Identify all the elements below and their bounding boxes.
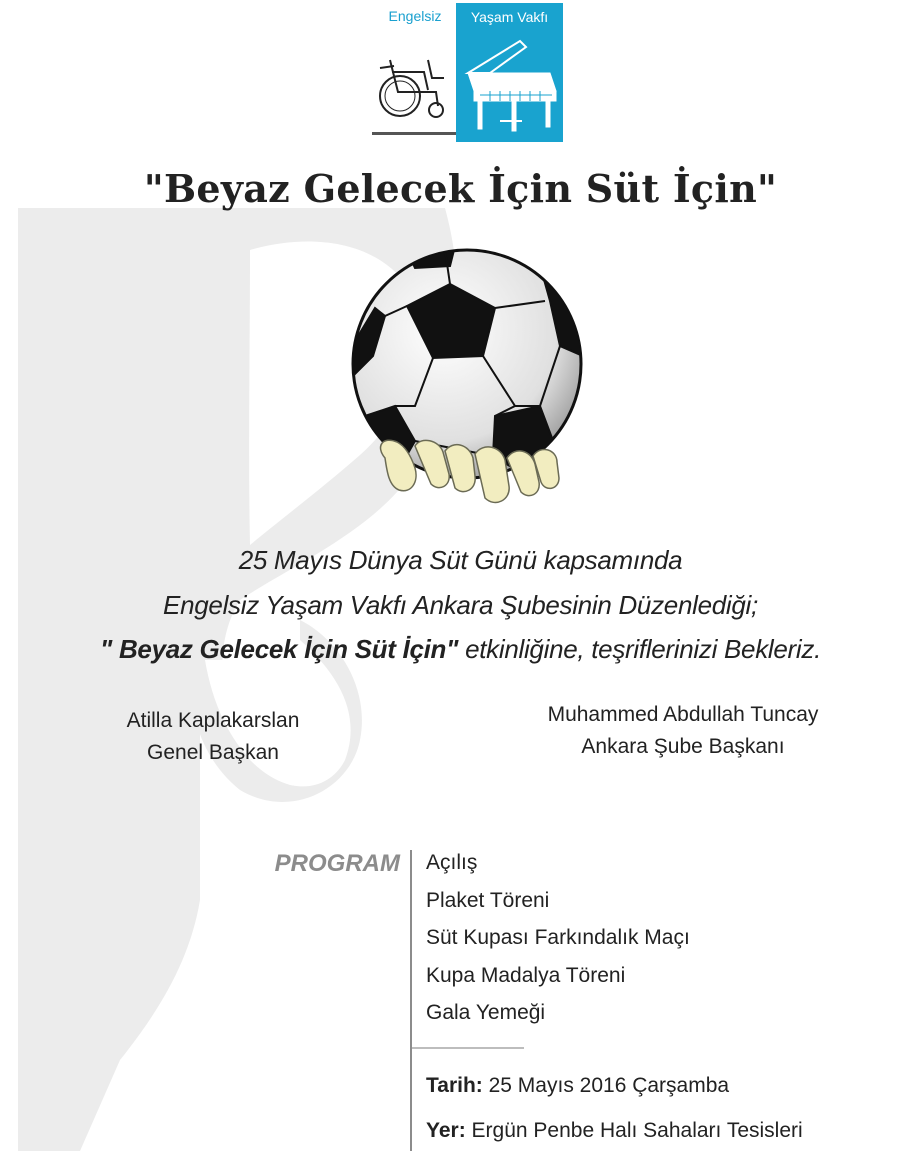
- event-place-value: Ergün Penbe Halı Sahaları Tesisleri: [465, 1119, 803, 1142]
- program-item: Plaket Töreni: [426, 888, 550, 912]
- invitation-line-2: Engelsiz Yaşam Vakfı Ankara Şubesinin Düzenlediği;: [163, 590, 758, 620]
- program-item: Kupa Madalya Töreni: [426, 963, 626, 987]
- signature-right: [520, 699, 846, 763]
- signature-right-title: Ankara Şube Başkanı: [581, 735, 785, 758]
- page-title: "Beyaz Gelecek İçin Süt İçin": [143, 166, 778, 211]
- event-date-label: Tarih:: [426, 1074, 483, 1097]
- invitation-line-3-rest: etkinliğine, teşriflerinizi Bekleriz.: [458, 634, 821, 664]
- signature-left-title: Genel Başkan: [147, 741, 279, 764]
- program-divider-vertical: [410, 850, 412, 1151]
- program-heading: PROGRAM: [274, 850, 400, 877]
- signature-right-name: Muhammed Abdullah Tuncay: [547, 703, 819, 726]
- event-date: [426, 1074, 729, 1098]
- soccer-ball-illustration: [345, 246, 595, 514]
- program-item: Açılış: [426, 851, 478, 874]
- event-place: [426, 1119, 803, 1143]
- event-date-value: 25 Mayıs 2016 Çarşamba: [482, 1074, 730, 1097]
- logo-yasam-vakfi-text: Yaşam Vakfı: [470, 9, 549, 25]
- program-item: Gala Yemeği: [426, 1001, 546, 1024]
- signature-left: [98, 705, 328, 769]
- program-divider-horizontal: [412, 1047, 524, 1049]
- program-item: Süt Kupası Farkındalık Maçı: [426, 926, 690, 949]
- event-place-label: Yer:: [426, 1119, 466, 1142]
- piano-icon: [460, 33, 560, 137]
- signature-left-name: Atilla Kaplakarslan: [126, 709, 300, 732]
- invitation-line-1: 25 Mayıs Dünya Süt Günü kapsamında: [238, 545, 683, 575]
- invitation-line-3: [0, 634, 921, 665]
- wheelchair-icon: [372, 48, 458, 140]
- event-name-bold: " Beyaz Gelecek İçin Süt İçin": [100, 634, 459, 664]
- program-list: [426, 846, 690, 1034]
- logo-engelsiz-text: Engelsiz: [388, 8, 442, 24]
- logo-yasam-vakfi: [456, 3, 563, 142]
